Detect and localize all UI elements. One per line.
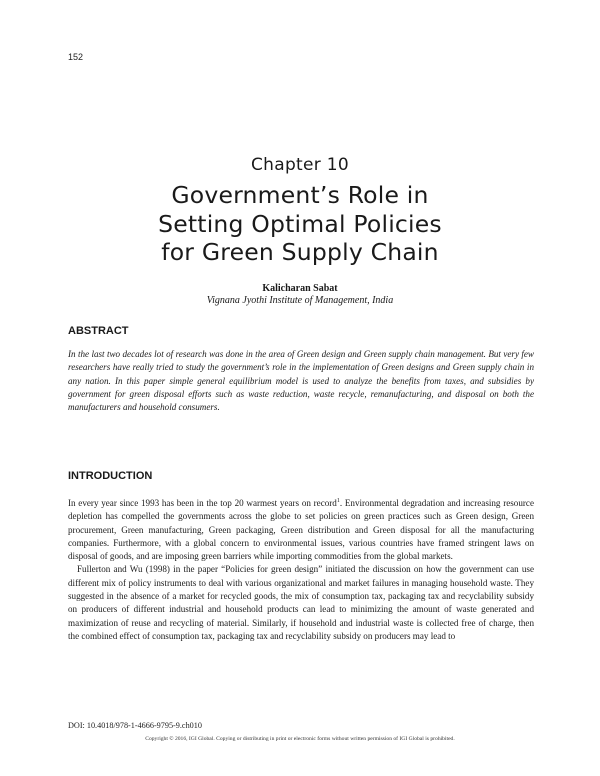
chapter-title-line-3: for Green Supply Chain xyxy=(161,238,439,266)
introduction-body xyxy=(68,497,534,643)
introduction-heading: INTRODUCTION xyxy=(68,470,153,482)
abstract-body: In the last two decades lot of research was done in the area of Green design and Green supply chain management. But very few researchers have really tried to study the government’s role in the implementation of Green designs and Green supply chain in any nation. In this paper simple general equilibrium model is used to analyze the benefits from taxes, and subsidies by government for green disposal efforts such as waste reduction, waste recycle, remanufacturing, and disposal on both the manufacturers and household consumers. xyxy=(68,349,534,413)
author-affiliation: Vignana Jyothi Institute of Management, India xyxy=(206,295,394,306)
page-number: 152 xyxy=(68,52,84,62)
copyright-notice: Copyright © 2016, IGI Global. Copying or distributing in print or electronic forms without written permission of IGI Global is prohibited. xyxy=(145,736,455,742)
chapter-label: Chapter 10 xyxy=(250,155,349,175)
introduction-paragraph-1 xyxy=(68,497,534,563)
chapter-title-line-1: Government’s Role in xyxy=(171,181,429,209)
author-name: Kalicharan Sabat xyxy=(262,283,338,294)
abstract-heading: ABSTRACT xyxy=(68,325,129,337)
introduction-paragraph-2: Fullerton and Wu (1998) in the paper “Policies for green design” initiated the discussion on how the government can use different mix of policy instruments to deal with various organizational and market failures in managing household waste. They suggested in the absence of a market for recycled goods, the mix of consumption tax, packaging tax and recyclability subsidy on producers of different industrial and household products can lead to minimizing the amount of waste generated and maximization of reuse and recycling of material. Similarly, if household and industrial waste is collected free of charge, then the combined effect of consumption tax, packaging tax and recyclability subsidy on producers may lead to xyxy=(68,564,534,641)
chapter-title xyxy=(0,181,600,267)
footnote-marker: 1 xyxy=(336,497,340,504)
paragraph-1-text-start: In every year since 1993 has been in the top 20 warmest years on record xyxy=(68,498,337,508)
chapter-title-line-2: Setting Optimal Policies xyxy=(158,209,442,238)
paragraph-1-text-end: . Environmental degradation and increasing resource depletion has compelled the governments across the globe to set policies on green practices such as Green design, Green procurement, Green manufacturing, Green packaging, Green distribution and Green disposal for all the manufacturing companies. Furthermore, with a global concern to environmental issues, various countries have framed stringent laws on disposal of goods, and are imposing green barriers while importing commodities from the global markets. xyxy=(68,498,534,562)
doi-line: DOI: 10.4018/978-1-4666-9795-9.ch010 xyxy=(68,721,202,730)
